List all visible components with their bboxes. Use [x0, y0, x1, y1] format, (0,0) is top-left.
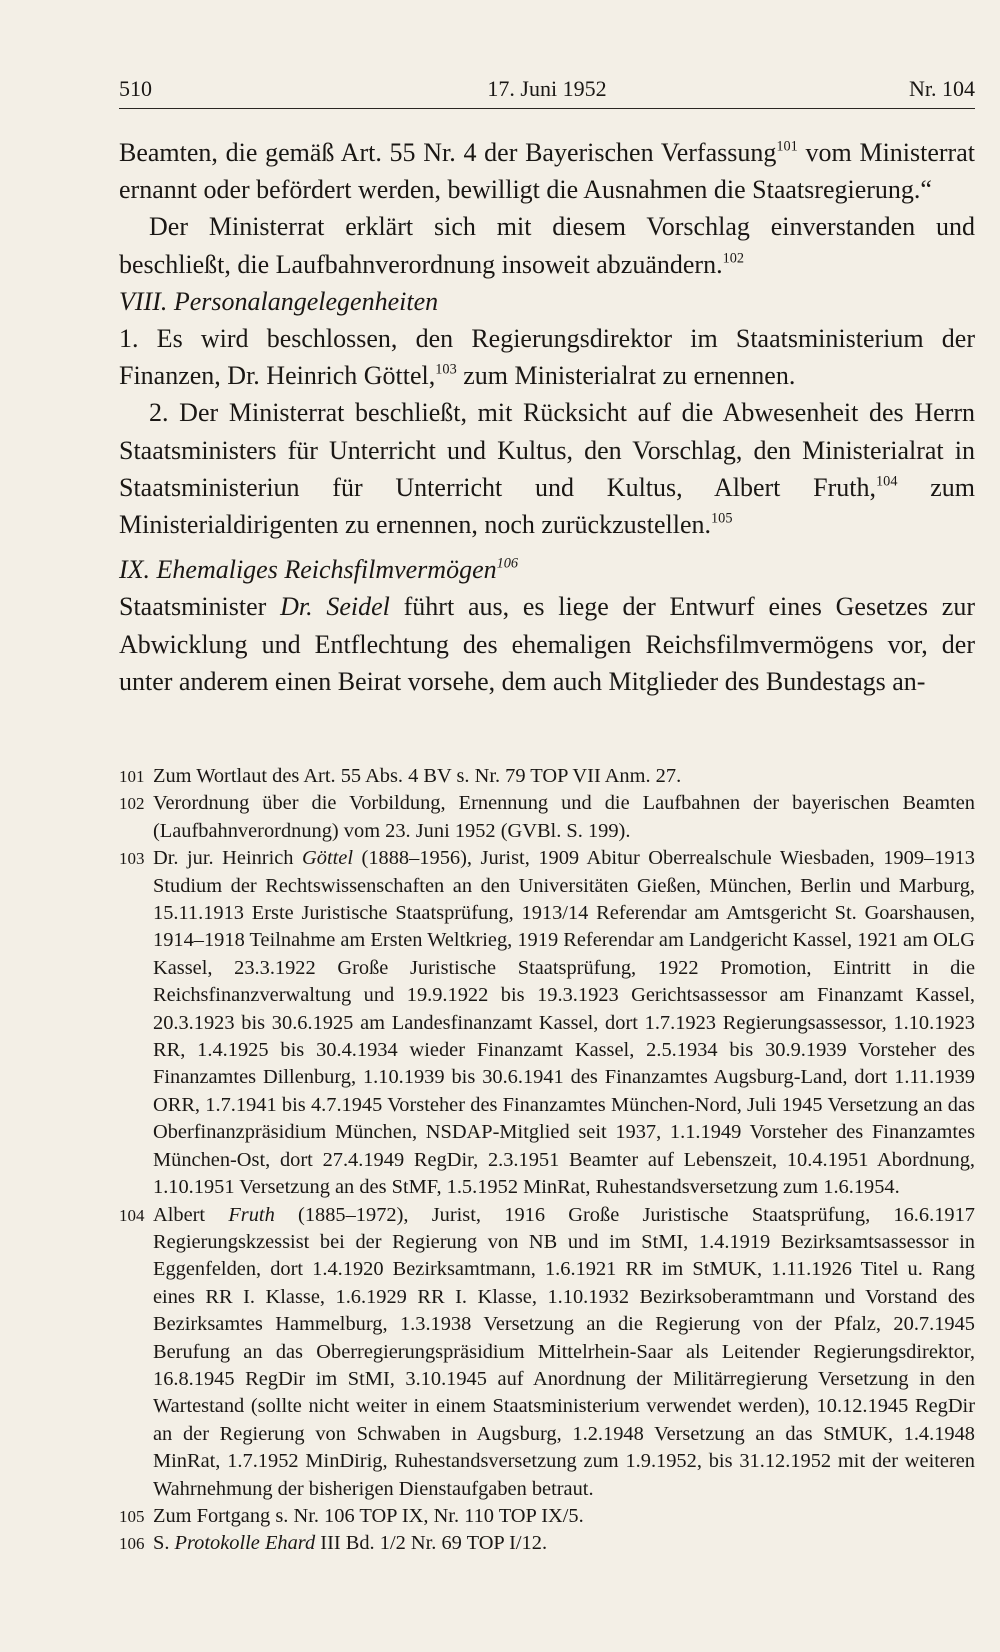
footnote-number: 102 — [119, 794, 145, 814]
footnote-ref-105[interactable]: 105 — [711, 510, 733, 527]
footnote-105: 105 Zum Fortgang s. Nr. 106 TOP IX, Nr. 110 TOP IX/5. — [119, 1503, 975, 1530]
footnote-number: 105 — [119, 1506, 145, 1526]
footnote-number: 103 — [119, 849, 145, 869]
paragraph-3: 1. Es wird beschlossen, den Regierungsdirektor im Staatsministerium der Finanzen, Dr. Heinrich Göttel,$^{103}$ zum Ministerialrat zu ernennen. — [119, 324, 975, 391]
heading-ix: IX. Ehemaliges Reichsfilmvermögen$^{106}$ — [119, 555, 519, 585]
heading-viii: VIII. Personalangelegenheiten — [119, 286, 439, 316]
footnote-ref-101[interactable]: 101 — [776, 138, 798, 155]
footnote-ref-102[interactable]: 102 — [722, 249, 745, 266]
footnote-102: 102 Verordnung über die Vorbildung, Ernennung und die Laufbahnen der bayerischen Beamten (Laufbahnverordnung) vom 23. Juni 1952 (GVBl. S. 199). — [119, 792, 975, 842]
footnote-number: 101 — [119, 767, 145, 786]
paragraph-4: 2. Der Ministerrat beschließt, mit Rücksicht auf die Abwesenheit des Herrn Staatsministers für Unterricht und Kultus, den Vorschlag, den Ministerialrat in Staatsministeriun für Unterricht und Kultus, Albert Fruth,$^{104}$ zum Ministerialdirigenten zu ernennen, noch zurückzustellen.$^{105}$ — [119, 398, 976, 540]
footnote-number: 106 — [119, 1534, 145, 1554]
footnote-104: 104 Albert Fruth (1885–1972), Jurist, 1916 Große Juristische Staatsprüfung, 16.6.1917 Regierungskzessist bei der Regierung von NB und im StMI, 1.4.1919 Bezirksamtsassessor in Eggenfelden, dort 1.4.1920 Bezirksamtmann, 1.6.1921 RR im StMUK, 1.11.1926 Titel u. Rang eines RR I. Klasse, 1.6.1929 RR I. Klasse, 1.10.1932 Bezirksoberamtmann und Vorstand des Bezirksamtes Hammelburg, 1.3.1938 Versetzung an die Regierung von der Pfalz, 20.7.1945 Berufung an das Oberregierungspräsidium Mittelrhein-Saar als Leitender Regierungsdirektor, 16.8.1945 RegDir im StMI, 3.10.1945 auf Anordnung der Militärregierung Versetzung in den Wartestand (sollte nicht weiter in einem Staatsministerium verwendet werden), 10.12.1945 RegDir an der Regierung von Schwaben in Augsburg, 1.2.1948 Versetzung an das StMUK, 1.4.1948 MinRat, 1.7.1952 MinDirig, Ruhestandsversetzung zum 1.9.1952, bis 31.12.1952 mit der weiteren Wahrnehmung der bisherigen Dienstaufgaben betraut. — [119, 1203, 975, 1500]
footnote-ref-106[interactable]: 106 — [496, 555, 519, 572]
footnotes — [119, 763, 975, 1558]
paragraph-5: Staatsminister Dr. Seidel führt aus, es liege der Entwurf eines Gesetzes zur Abwicklung und Entflechtung des ehemaligen Reichsfilmvermögens vor, der unter anderem einen Beirat vorsehe, dem auch Mitglieder des Bundestags an- — [119, 592, 976, 696]
footnote-ref-103[interactable]: 103 — [435, 361, 457, 378]
paragraph-1: Beamten, die gemäß Art. 55 Nr. 4 der Bayerischen Verfassung$^{101}$ vom Ministerrat ernannt oder befördert werden, bewilligt die Ausnahmen die Staatsregierung.“ — [119, 138, 975, 205]
footnote-106: 106 S. Protokolle Ehard III Bd. 1/2 Nr. 69 TOP I/12. — [119, 1530, 975, 1557]
footnote-101: 101 Zum Wortlaut des Art. 55 Abs. 4 BV s. Nr. 79 TOP VII Anm. 27. — [119, 763, 975, 790]
paragraph-2: Der Ministerrat erklärt sich mit diesem Vorschlag einverstanden und beschließt, die Laufbahnverordnung insoweit abzuändern.$^{102}$ — [119, 212, 975, 279]
main-text — [119, 134, 975, 700]
page-number: 510 — [119, 76, 152, 101]
footnote-ref-104[interactable]: 104 — [876, 473, 898, 490]
header-date: 17. Juni 1952 — [487, 76, 607, 101]
footnote-number: 104 — [119, 1205, 145, 1225]
running-header — [119, 74, 975, 109]
speaker-name: Dr. Seidel — [280, 592, 390, 622]
document-number: Nr. 104 — [909, 76, 975, 101]
footnote-103: 103 Dr. jur. Heinrich Göttel (1888–1956), Jurist, 1909 Abitur Oberrealschule Wiesbaden, 1909–1913 Studium der Rechtswissenschaften an den Universitäten Gießen, München, Berlin und Marburg, 15.11.1913 Erste Juristische Staatsprüfung, 1913/14 Referendar am Amtsgericht St. Goarshausen, 1914–1918 Teilnahme am Ersten Weltkrieg, 1919 Referendar am Landgericht Kassel, 1921 am OLG Kassel, 23.3.1922 Große Juristische Staatsprüfung, 1922 Promotion, Eintritt in die Reichsfinanzverwaltung und 19.9.1922 bis 19.3.1923 Gerichtsassessor am Finanzamt Kassel, 20.3.1923 bis 30.6.1925 am Landesfinanzamt Kassel, dort 1.7.1923 Regierungsassessor, 1.10.1923 RR, 1.4.1925 bis 30.4.1934 wieder Finanzamt Kassel, 2.5.1934 bis 30.9.1939 Vorsteher des Finanzamtes Dillenburg, 1.10.1939 bis 30.6.1941 des Finanzamtes Augsburg-Land, dort 1.11.1939 ORR, 1.7.1941 bis 4.7.1945 Vorsteher des Finanzamtes München-Nord, Juli 1945 Versetzung an das Oberfinanzpräsidium München, NSDAP-Mitglied seit 1937, 1.1.1949 Vorsteher des Finanzamtes München-Ost, dort 27.4.1949 RegDir, 2.3.1951 Beamter auf Lebenszeit, 10.4.1951 Abordnung, 1.10.1951 Versetzung an des StMF, 1.5.1952 MinRat, Ruhestandsversetzung zum 1.6.1954. — [119, 847, 975, 1199]
